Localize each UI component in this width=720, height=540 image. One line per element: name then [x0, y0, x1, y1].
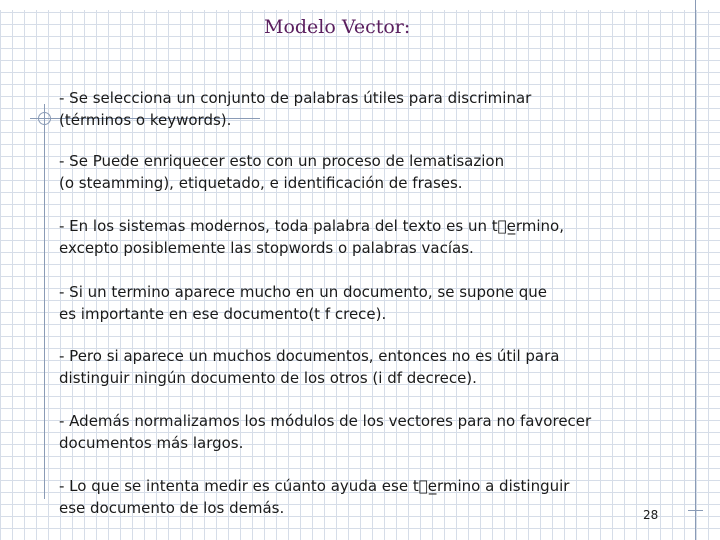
paragraph-line: (o steamming), etiquetado, e identificación de frases. [59, 174, 463, 192]
bullet-paragraph [59, 345, 559, 389]
left-guide-line [44, 104, 45, 499]
paragraph-line: - Se selecciona un conjunto de palabras útiles para discriminar [59, 89, 532, 107]
bullet-paragraph [59, 215, 564, 259]
paragraph-line: documentos más largos. [59, 434, 244, 452]
bullet-paragraph [59, 150, 504, 194]
guide-ring-icon [38, 112, 51, 125]
paragraph-line: - Lo que se intenta medir es cúanto ayuda ese t e̲rmino a distinguir [59, 477, 570, 495]
page-number: 28 [643, 508, 659, 522]
paragraph-line: - Si un termino aparece mucho en un documento, se supone que [59, 283, 547, 301]
right-guide-line [695, 0, 696, 540]
paragraph-line: (términos o keywords). [59, 111, 232, 129]
paragraph-line: - Pero si aparece un muchos documentos, entonces no es útil para [59, 347, 560, 365]
paragraph-line: - En los sistemas modernos, toda palabra del texto es un t e̲rmino, [59, 217, 564, 235]
bullet-paragraph [59, 475, 569, 519]
paragraph-line: - Además normalizamos los módulos de los vectores para no favorecer [59, 412, 592, 430]
right-guide-cross [688, 510, 703, 511]
paragraph-line: ese documento de los demás. [59, 499, 285, 517]
bullet-paragraph [59, 410, 591, 454]
top-band [0, 0, 720, 10]
paragraph-line: distinguir ningún documento de los otros (i df decrece). [59, 369, 477, 387]
slide-title: Modelo Vector: [264, 16, 411, 38]
paragraph-line: es importante en ese documento(t f crece). [59, 305, 387, 323]
bullet-paragraph [59, 87, 531, 131]
paragraph-line: - Se Puede enriquecer esto con un proceso de lematisazion [59, 152, 505, 170]
paragraph-line: excepto posiblemente las stopwords o palabras vacías. [59, 239, 474, 257]
bullet-paragraph [59, 281, 547, 325]
